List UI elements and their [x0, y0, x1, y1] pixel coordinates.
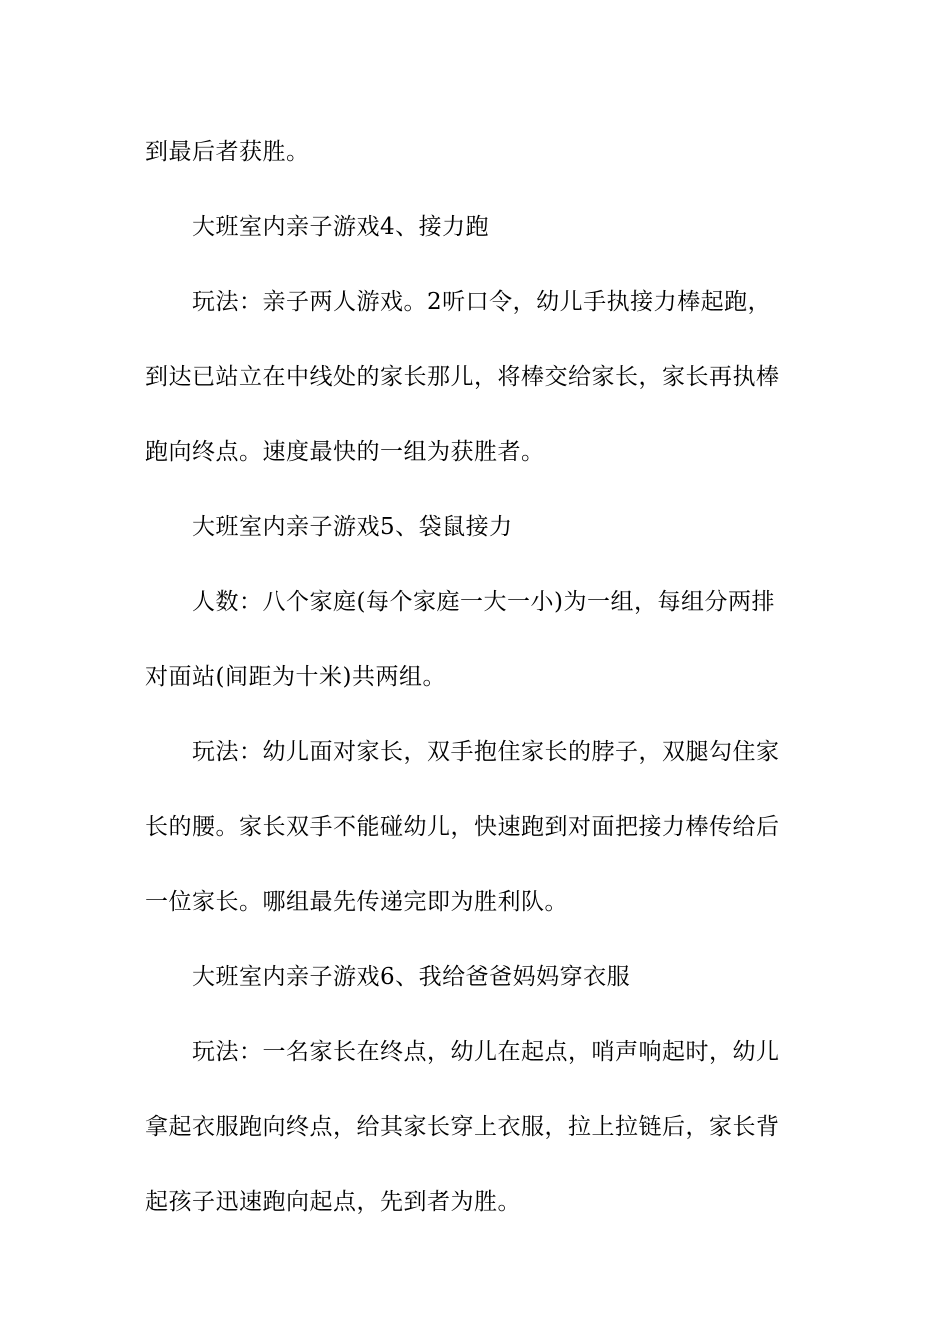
text-line: 玩法：一名家长在终点，幼儿在起点，哨声响起时，幼儿	[192, 1039, 780, 1065]
text-line: 玩法：亲子两人游戏。2听口令，幼儿手执接力棒起跑，	[192, 289, 772, 315]
section-heading: 大班室内亲子游戏6、我给爸爸妈妈穿衣服	[192, 964, 631, 990]
text-line: 玩法：幼儿面对家长，双手抱住家长的脖子，双腿勾住家	[192, 739, 780, 765]
text-line: 到最后者获胜。	[145, 139, 310, 165]
text-line: 到达已站立在中线处的家长那儿，将棒交给家长，家长再执棒	[145, 364, 780, 390]
text-line: 长的腰。家长双手不能碰幼儿，快速跑到对面把接力棒传给后	[145, 814, 780, 840]
text-line: 对面站(间距为十米)共两组。	[145, 664, 446, 690]
text-line: 起孩子迅速跑向起点，先到者为胜。	[145, 1189, 521, 1215]
text-line: 跑向终点。速度最快的一组为获胜者。	[145, 439, 545, 465]
text-line: 一位家长。哪组最先传递完即为胜利队。	[145, 889, 568, 915]
document-body	[145, 115, 810, 1240]
text-line: 拿起衣服跑向终点，给其家长穿上衣服，拉上拉链后，家长背	[145, 1114, 780, 1140]
text-line: 人数：八个家庭(每个家庭一大一小)为一组，每组分两排	[192, 589, 775, 615]
section-heading: 大班室内亲子游戏4、接力跑	[192, 214, 490, 240]
section-heading: 大班室内亲子游戏5、袋鼠接力	[192, 514, 513, 540]
